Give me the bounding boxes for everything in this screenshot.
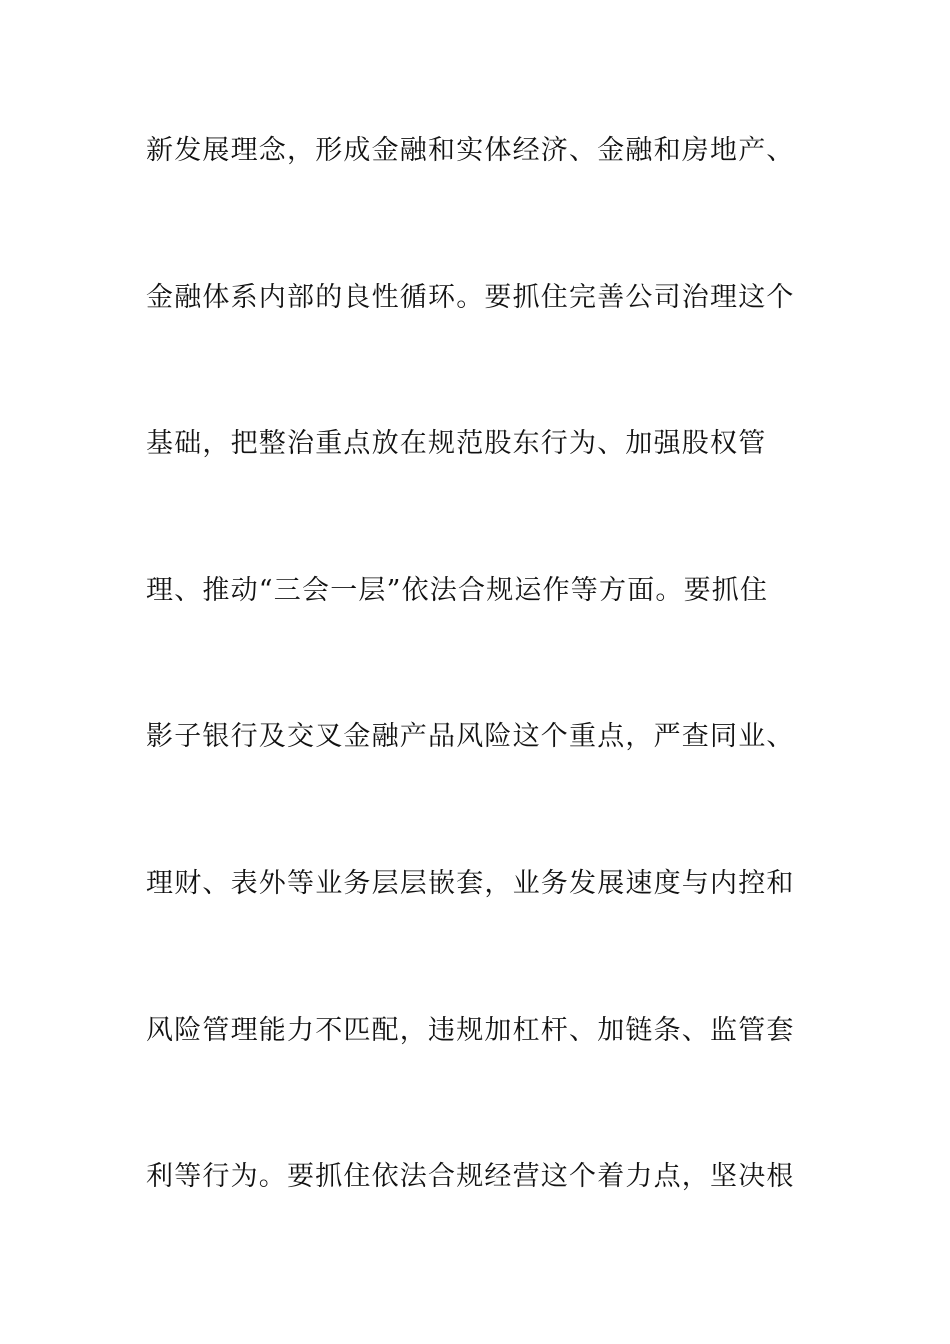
text-line: 理财、表外等业务层层嵌套，业务发展速度与内控和 <box>146 867 795 899</box>
text-line: 金融体系内部的良性循环。要抓住完善公司治理这个 <box>146 281 795 313</box>
text-line: 影子银行及交叉金融产品风险这个重点，严查同业、 <box>146 721 795 753</box>
text-line: 利等行为。要抓住依法合规经营这个着力点，坚决根 <box>146 1161 795 1193</box>
text-line: 新发展理念，形成金融和实体经济、金融和房地产、 <box>146 135 795 166</box>
text-line: 风险管理能力不匹配，违规加杠杆、加链条、监管套 <box>146 1014 795 1046</box>
body-text <box>146 131 816 1304</box>
text-line: 理、推动“三会一层”依法合规运作等方面。要抓住 <box>146 574 769 606</box>
text-line: 基础，把整治重点放在规范股东行为、加强股权管 <box>146 428 767 460</box>
